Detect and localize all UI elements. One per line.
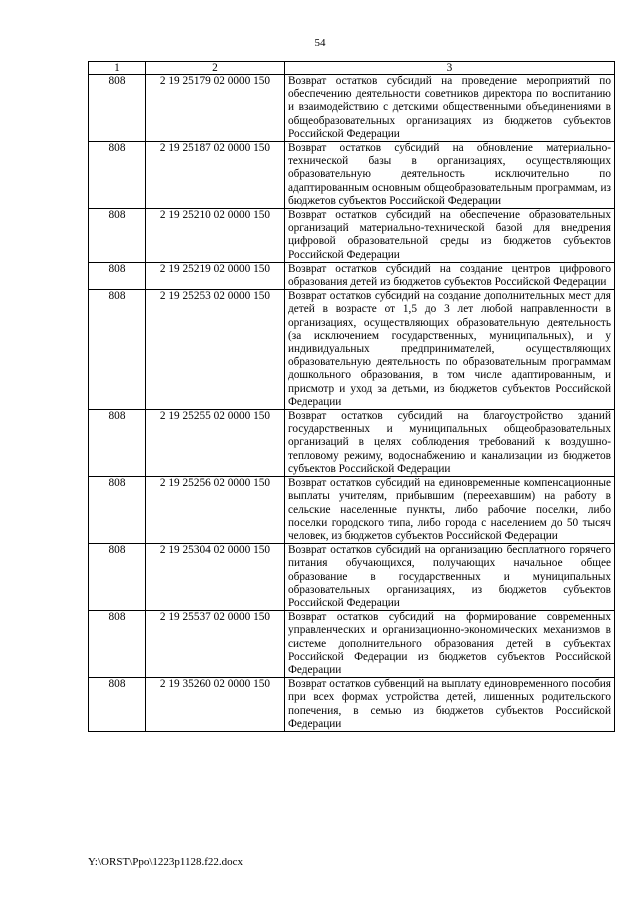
table-header-row	[89, 62, 615, 75]
budget-code-cell: 2 19 25304 02 0000 150	[146, 544, 285, 611]
budget-code-cell: 2 19 25187 02 0000 150	[146, 142, 285, 209]
admin-code-cell: 808	[89, 262, 146, 289]
description-cell: Возврат остатков субсидий на единовременные компенсационные выплаты учителям, прибывшим (переехавшим) на работу в сельские населенные пункты, либо рабочие поселки, либо поселки городского типа, либо города с населением до 50 тысяч человек, из бюджетов субъектов Российской Федерации	[285, 477, 615, 544]
column-header-3: 3	[285, 62, 615, 75]
table-row	[89, 75, 615, 142]
admin-code-cell: 808	[89, 477, 146, 544]
budget-code-cell: 2 19 25179 02 0000 150	[146, 75, 285, 142]
admin-code-cell: 808	[89, 290, 146, 410]
table-row	[89, 611, 615, 678]
table-row	[89, 477, 615, 544]
description-cell: Возврат остатков субсидий на создание дополнительных мест для детей в возрасте от 1,5 до 3 лет любой направленности в организациях, осуществляющих образовательную деятельность (за исключением государственных, муниципальных), и у индивидуальных предпринимателей, осуществляющих образовательную деятельность по образовательным программам дошкольного образования, в том числе адаптированным, и присмотр и уход за детьми, из бюджетов субъектов Российской Федерации	[285, 290, 615, 410]
admin-code-cell: 808	[89, 410, 146, 477]
admin-code-cell: 808	[89, 544, 146, 611]
column-header-2: 2	[146, 62, 285, 75]
budget-code-cell: 2 19 25537 02 0000 150	[146, 611, 285, 678]
table-row	[89, 678, 615, 732]
description-cell: Возврат остатков субвенций на выплату единовременного пособия при всех формах устройства детей, лишенных родительского попечения, в семью из бюджетов субъектов Российской Федерации	[285, 678, 615, 732]
admin-code-cell: 808	[89, 611, 146, 678]
description-cell: Возврат остатков субсидий на организацию бесплатного горячего питания обучающихся, получающих начальное общее образование в государственных и муниципальных образовательных организациях, из бюджетов субъектов Российской Федерации	[285, 544, 615, 611]
admin-code-cell: 808	[89, 678, 146, 732]
page-number: 54	[314, 37, 326, 49]
document-file-path: Y:\ORST\Ppo\1223p1128.f22.docx	[88, 856, 244, 868]
budget-code-cell: 2 19 35260 02 0000 150	[146, 678, 285, 732]
description-cell: Возврат остатков субсидий на формирование современных управленческих и организационно-экономических механизмов в системе дополнительного образования детей в субъектах Российской Федерации из бюджетов субъектов Российской Федерации	[285, 611, 615, 678]
admin-code-cell: 808	[89, 75, 146, 142]
table-row	[89, 142, 615, 209]
budget-code-cell: 2 19 25210 02 0000 150	[146, 209, 285, 263]
table-row	[89, 262, 615, 289]
table-row	[89, 290, 615, 410]
description-cell: Возврат остатков субсидий на обновление материально-технической базы в организациях, осуществляющих образовательную деятельность исключительно по адаптированным основным общеобразовательным программам, из бюджетов субъектов Российской Федерации	[285, 142, 615, 209]
description-cell: Возврат остатков субсидий на обеспечение образовательных организаций материально-технической базой для внедрения цифровой образовательной среды из бюджетов субъектов Российской Федерации	[285, 209, 615, 263]
budget-code-cell: 2 19 25219 02 0000 150	[146, 262, 285, 289]
column-header-1: 1	[89, 62, 146, 75]
description-cell: Возврат остатков субсидий на проведение мероприятий по обеспечению деятельности советников директора по воспитанию и взаимодействию с детскими общественными объединениями в общеобразовательных организациях из бюджетов субъектов Российской Федерации	[285, 75, 615, 142]
table-row	[89, 410, 615, 477]
budget-classification-table	[88, 61, 615, 732]
admin-code-cell: 808	[89, 142, 146, 209]
description-cell: Возврат остатков субсидий на благоустройство зданий государственных и муниципальных общеобразовательных организаций в целях соблюдения требований к воздушно-тепловому режиму, водоснабжению и канализации из бюджетов субъектов Российской Федерации	[285, 410, 615, 477]
budget-code-cell: 2 19 25255 02 0000 150	[146, 410, 285, 477]
description-cell: Возврат остатков субсидий на создание центров цифрового образования детей из бюджетов субъектов Российской Федерации	[285, 262, 615, 289]
budget-code-cell: 2 19 25253 02 0000 150	[146, 290, 285, 410]
table-row	[89, 544, 615, 611]
table-body	[89, 75, 615, 732]
budget-code-cell: 2 19 25256 02 0000 150	[146, 477, 285, 544]
table-row	[89, 209, 615, 263]
admin-code-cell: 808	[89, 209, 146, 263]
